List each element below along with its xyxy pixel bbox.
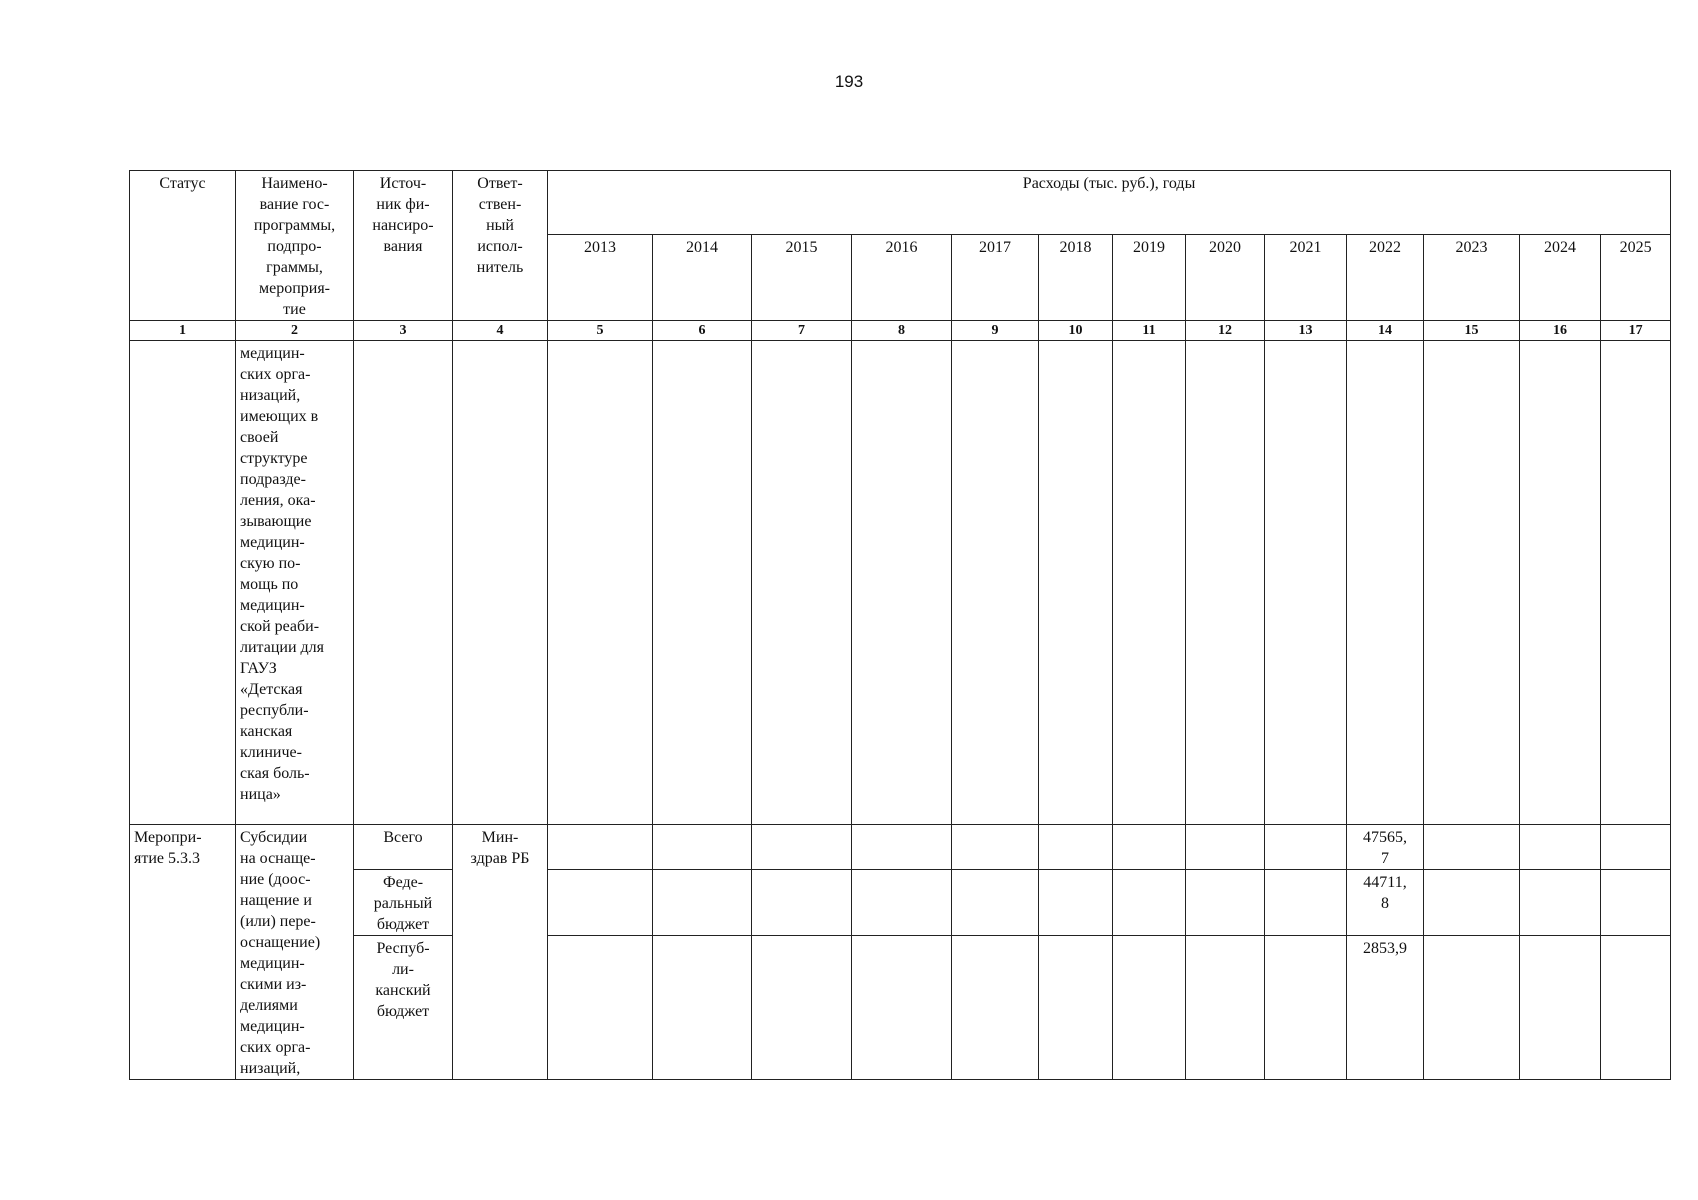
continuation-name: медицин- ских орга- низаций, имеющих в своей структуре подразде- ления, ока- зывающие медицин- скую по- мощь по медицин- ской реаби- литации для ГАУЗ «Детская республи- канская клиниче- ская боль- ница» bbox=[236, 341, 354, 825]
col-number: 15 bbox=[1424, 321, 1520, 341]
year-2016: 2016 bbox=[852, 234, 952, 320]
empty-cell bbox=[1520, 936, 1601, 1080]
year-2014: 2014 bbox=[653, 234, 752, 320]
empty-cell bbox=[1265, 936, 1347, 1080]
measure-row-federal bbox=[130, 870, 1671, 936]
year-2018: 2018 bbox=[1039, 234, 1113, 320]
empty-cell bbox=[1186, 825, 1265, 870]
empty-cell bbox=[1039, 870, 1113, 936]
empty-cell bbox=[1520, 870, 1601, 936]
empty-cell bbox=[1186, 341, 1265, 825]
column-numbers-row bbox=[130, 321, 1671, 341]
value-2022-total: 47565, 7 bbox=[1347, 825, 1424, 870]
col-number: 12 bbox=[1186, 321, 1265, 341]
empty-cell bbox=[752, 825, 852, 870]
measure-row-republic bbox=[130, 936, 1671, 1080]
empty-cell bbox=[1039, 825, 1113, 870]
empty-cell bbox=[1424, 870, 1520, 936]
empty-cell bbox=[1113, 825, 1186, 870]
source-total: Всего bbox=[354, 825, 453, 870]
empty-cell bbox=[852, 936, 952, 1080]
empty-cell bbox=[653, 341, 752, 825]
col-number: 16 bbox=[1520, 321, 1601, 341]
col-number: 7 bbox=[752, 321, 852, 341]
empty-cell bbox=[548, 341, 653, 825]
empty-cell bbox=[1601, 936, 1671, 1080]
empty-cell bbox=[653, 936, 752, 1080]
budget-table bbox=[129, 170, 1671, 1080]
empty-cell bbox=[1424, 341, 1520, 825]
measure-name: Субсидии на оснаще- ние (доос- нащение и (или) пере- оснащение) медицин- скими из- делиями медицин- ских орга- низаций, bbox=[236, 825, 354, 1080]
year-2019: 2019 bbox=[1113, 234, 1186, 320]
col-number: 8 bbox=[852, 321, 952, 341]
col-number: 11 bbox=[1113, 321, 1186, 341]
empty-cell bbox=[1039, 341, 1113, 825]
empty-cell bbox=[1186, 936, 1265, 1080]
measure-row-total bbox=[130, 825, 1671, 870]
col-number: 5 bbox=[548, 321, 653, 341]
empty-cell bbox=[548, 936, 653, 1080]
value-2022-federal: 44711, 8 bbox=[1347, 870, 1424, 936]
empty-cell bbox=[1113, 341, 1186, 825]
year-2013: 2013 bbox=[548, 234, 653, 320]
col-number: 6 bbox=[653, 321, 752, 341]
page-number: 193 bbox=[834, 72, 864, 91]
col-number: 14 bbox=[1347, 321, 1424, 341]
empty-cell bbox=[130, 341, 236, 825]
source-federal: Феде- ральный бюджет bbox=[354, 870, 453, 936]
empty-cell bbox=[1601, 341, 1671, 825]
value-2022-republic: 2853,9 bbox=[1347, 936, 1424, 1080]
header-row bbox=[130, 171, 1671, 235]
empty-cell bbox=[453, 341, 548, 825]
col-number: 4 bbox=[453, 321, 548, 341]
empty-cell bbox=[1347, 341, 1424, 825]
empty-cell bbox=[1113, 936, 1186, 1080]
measure-status: Меропри- ятие 5.3.3 bbox=[130, 825, 236, 1080]
year-2021: 2021 bbox=[1265, 234, 1347, 320]
empty-cell bbox=[1601, 825, 1671, 870]
header-status: Статус bbox=[130, 171, 236, 321]
col-number: 2 bbox=[236, 321, 354, 341]
year-2023: 2023 bbox=[1424, 234, 1520, 320]
empty-cell bbox=[752, 936, 852, 1080]
year-2020: 2020 bbox=[1186, 234, 1265, 320]
col-number: 17 bbox=[1601, 321, 1671, 341]
empty-cell bbox=[1039, 936, 1113, 1080]
empty-cell bbox=[653, 825, 752, 870]
col-number: 1 bbox=[130, 321, 236, 341]
year-2025: 2025 bbox=[1601, 234, 1671, 320]
header-executor: Ответ- ствен- ный испол- нитель bbox=[453, 171, 548, 321]
empty-cell bbox=[952, 936, 1039, 1080]
empty-cell bbox=[952, 870, 1039, 936]
year-2017: 2017 bbox=[952, 234, 1039, 320]
header-source: Источ- ник фи- нансиро- вания bbox=[354, 171, 453, 321]
empty-cell bbox=[653, 870, 752, 936]
col-number: 13 bbox=[1265, 321, 1347, 341]
empty-cell bbox=[1265, 341, 1347, 825]
year-2022: 2022 bbox=[1347, 234, 1424, 320]
empty-cell bbox=[952, 825, 1039, 870]
empty-cell bbox=[548, 825, 653, 870]
empty-cell bbox=[852, 341, 952, 825]
empty-cell bbox=[1113, 870, 1186, 936]
empty-cell bbox=[852, 825, 952, 870]
continuation-row bbox=[130, 341, 1671, 825]
col-number: 9 bbox=[952, 321, 1039, 341]
empty-cell bbox=[1601, 870, 1671, 936]
empty-cell bbox=[1186, 870, 1265, 936]
empty-cell bbox=[1520, 825, 1601, 870]
empty-cell bbox=[952, 341, 1039, 825]
measure-executor: Мин- здрав РБ bbox=[453, 825, 548, 1080]
empty-cell bbox=[1424, 825, 1520, 870]
empty-cell bbox=[1265, 870, 1347, 936]
empty-cell bbox=[752, 341, 852, 825]
empty-cell bbox=[1424, 936, 1520, 1080]
empty-cell bbox=[752, 870, 852, 936]
empty-cell bbox=[1520, 341, 1601, 825]
col-number: 3 bbox=[354, 321, 453, 341]
header-name: Наимено- вание гос- программы, подпро- граммы, мероприя- тие bbox=[236, 171, 354, 321]
empty-cell bbox=[1265, 825, 1347, 870]
empty-cell bbox=[354, 341, 453, 825]
empty-cell bbox=[852, 870, 952, 936]
year-2024: 2024 bbox=[1520, 234, 1601, 320]
col-number: 10 bbox=[1039, 321, 1113, 341]
source-republic: Респуб- ли- канский бюджет bbox=[354, 936, 453, 1080]
header-expenses: Расходы (тыс. руб.), годы bbox=[548, 171, 1671, 235]
year-2015: 2015 bbox=[752, 234, 852, 320]
empty-cell bbox=[548, 870, 653, 936]
